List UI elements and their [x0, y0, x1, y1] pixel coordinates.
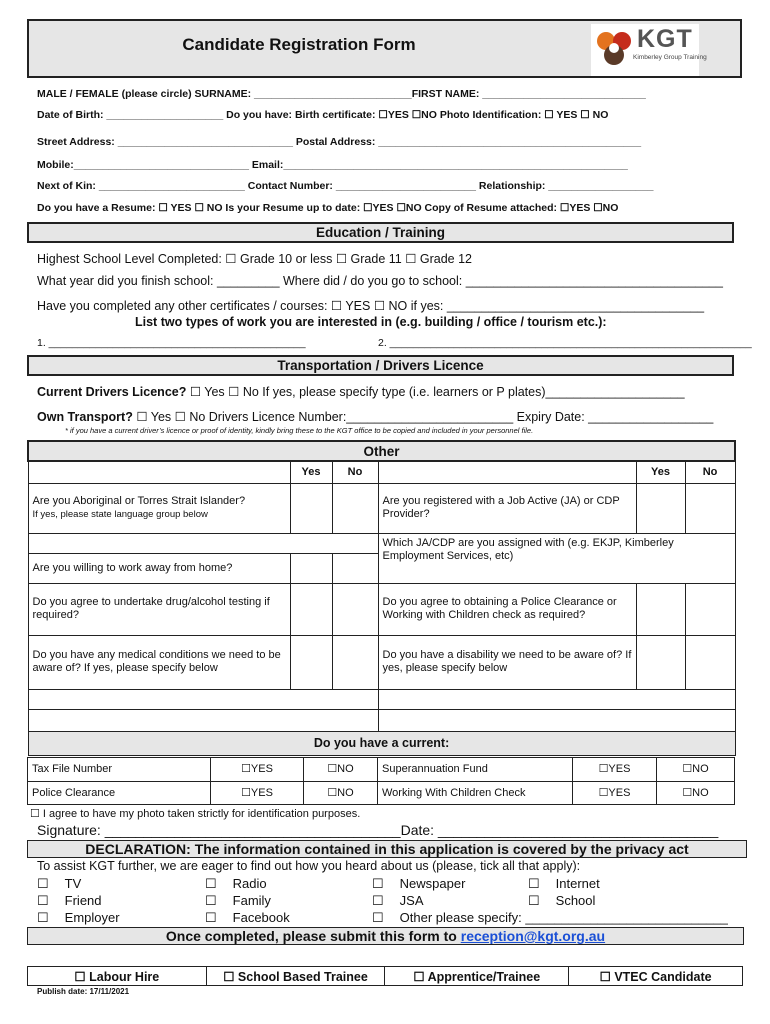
education-school-level[interactable]: Highest School Level Completed: ☐ Grade 10 or less ☐ Grade 11 ☐ Grade 12 [37, 252, 472, 266]
licence-label: Current Drivers Licence? [37, 385, 187, 399]
header-no-right: No [685, 461, 735, 483]
checkbox-icon[interactable]: ☐ [372, 910, 384, 925]
submit-text: Once completed, please submit this form to [165, 928, 461, 944]
question-police-clearance: Do you agree to obtaining a Police Clearance or Working with Children check as required? [378, 583, 636, 635]
tax-file-yes[interactable]: ☐YES [211, 758, 304, 782]
heard-option[interactable] [528, 893, 595, 909]
heard-option-label: Other please specify: ____________________________ [399, 910, 728, 925]
checkbox-icon[interactable]: ☐ [37, 893, 49, 908]
answer-work-away-yes[interactable] [290, 553, 332, 583]
checkbox-icon[interactable]: ☐ [528, 876, 540, 891]
answer-aboriginal-no[interactable] [332, 483, 378, 533]
personal-row-contact[interactable]: Mobile:______________________________ Email:___________________________________________________________ [37, 159, 628, 171]
section-current: Do you have a current: [28, 731, 735, 755]
kgt-logo [591, 24, 707, 76]
own-transport-label: Own Transport? [37, 410, 133, 424]
option-school-based-trainee[interactable]: ☐ School Based Trainee [206, 967, 385, 986]
heard-option-label: JSA [399, 893, 424, 908]
form-header [27, 19, 742, 78]
personal-row-kin[interactable]: Next of Kin: _________________________ Contact Number: ________________________ Relationship: __________________ [37, 180, 654, 192]
question-disability: Do you have a disability we need to be aware of? If yes, please specify below [378, 635, 636, 689]
disability-details-field[interactable] [378, 689, 735, 709]
heard-option[interactable] [37, 876, 81, 892]
heard-option[interactable] [528, 876, 600, 892]
police-no[interactable]: ☐NO [304, 782, 378, 805]
answer-disability-yes[interactable] [636, 635, 685, 689]
education-school-year[interactable]: What year did you finish school: _________ Where did / do you go to school: _____________________________________ [37, 274, 723, 288]
current-police: Police Clearance [28, 782, 211, 805]
heard-option[interactable] [205, 893, 271, 909]
heard-option-label: Employer [64, 910, 120, 925]
logo-text: KGT [637, 25, 693, 53]
section-education: Education / Training [27, 222, 734, 243]
checkbox-icon[interactable]: ☐ [372, 876, 384, 891]
page-title: Candidate Registration Form [182, 35, 416, 54]
education-certificates[interactable]: Have you completed any other certificates / courses: ☐ YES ☐ NO if yes: _____________________________________ [37, 299, 705, 313]
answer-work-away-no[interactable] [332, 553, 378, 583]
header-no-left: No [332, 461, 378, 483]
header-yes-right: Yes [636, 461, 685, 483]
question-job-active: Are you registered with a Job Active (JA) or CDP Provider? [378, 483, 636, 533]
answer-drug-testing-yes[interactable] [290, 583, 332, 635]
heard-option-label: Radio [232, 876, 267, 891]
current-table [27, 757, 735, 805]
transport-own[interactable] [37, 409, 713, 424]
heard-intro: To assist KGT further, we are eager to find out how you heard about us (please, tick all that apply): [37, 859, 581, 873]
submit-bar [27, 927, 744, 945]
heard-option[interactable] [372, 910, 728, 926]
heard-option[interactable] [372, 876, 465, 892]
heard-option[interactable] [37, 910, 120, 926]
checkbox-icon[interactable]: ☐ [205, 893, 217, 908]
section-other: Other [28, 441, 735, 461]
checkbox-icon[interactable]: ☐ [37, 876, 49, 891]
question-medical: Do you have any medical conditions we need to be aware of? If yes, please specify below [28, 635, 290, 689]
answer-police-clearance-no[interactable] [685, 583, 735, 635]
medical-details-field-2[interactable] [28, 709, 378, 731]
checkbox-icon[interactable]: ☐ [372, 893, 384, 908]
heard-option-label: Family [232, 893, 271, 908]
language-group-field[interactable] [28, 533, 378, 553]
transport-licence[interactable] [37, 384, 685, 399]
header-blank-left [28, 461, 290, 483]
question-drug-testing: Do you agree to undertake drug/alcohol testing if required? [28, 583, 290, 635]
answer-aboriginal-yes[interactable] [290, 483, 332, 533]
checkbox-icon[interactable]: ☐ [528, 893, 540, 908]
option-apprentice-trainee[interactable]: ☐ Apprentice/Trainee [385, 967, 569, 986]
answer-medical-yes[interactable] [290, 635, 332, 689]
own-transport-options[interactable]: ☐ Yes ☐ No Drivers Licence Number:________________________ Expiry Date: __________________ [132, 410, 714, 424]
heard-option[interactable] [372, 893, 424, 909]
current-super: Superannuation Fund [378, 758, 573, 782]
answer-job-active-yes[interactable] [636, 483, 685, 533]
current-tax-file: Tax File Number [28, 758, 211, 782]
personal-row-address[interactable]: Street Address: ______________________________ Postal Address: _____________________________________________ [37, 136, 642, 148]
work-interest-1[interactable]: 1. ____________________________________________ [37, 337, 306, 349]
candidate-type-table [27, 966, 743, 986]
logo-subtitle: Kimberley Group Training [633, 54, 707, 61]
other-table [27, 440, 736, 756]
education-work-interest: List two types of work you are interested in (e.g. building / office / tourism etc.): [135, 315, 607, 329]
super-no[interactable]: ☐NO [657, 758, 735, 782]
section-transport: Transportation / Drivers Licence [27, 355, 734, 376]
publish-date: Publish date: 17/11/2021 [37, 987, 130, 996]
logo-circles-icon [595, 30, 633, 66]
answer-police-clearance-yes[interactable] [636, 583, 685, 635]
submit-email-link[interactable]: reception@kgt.org.au [460, 928, 606, 944]
signature-line[interactable]: Signature: ______________________________________Date: ____________________________________ [37, 822, 719, 838]
transport-note: * if you have a current driver’s licence or proof of identity, kindly bring these to the KGT office to be copied and included in your personnel file. [65, 426, 534, 435]
tax-file-no[interactable]: ☐NO [304, 758, 378, 782]
declaration: DECLARATION: The information contained in this application is covered by the privacy act [27, 840, 747, 858]
photo-consent[interactable]: ☐ I agree to have my photo taken strictly for identification purposes. [30, 808, 361, 820]
answer-job-active-no[interactable] [685, 483, 735, 533]
question-jacdp: Which JA/CDP are you assigned with (e.g. EKJP, Kimberley Employment Services, etc) [378, 533, 735, 583]
heard-option-label: School [555, 893, 596, 908]
answer-drug-testing-no[interactable] [332, 583, 378, 635]
header-blank-right [378, 461, 636, 483]
heard-option-label: Newspaper [399, 876, 466, 891]
option-vtec-candidate[interactable]: ☐ VTEC Candidate [569, 967, 743, 986]
question-work-away: Are you willing to work away from home? [28, 553, 290, 583]
medical-details-field[interactable] [28, 689, 378, 709]
checkbox-icon[interactable]: ☐ [205, 910, 217, 925]
personal-row-dob[interactable]: Date of Birth: ____________________ Do you have: Birth certificate: ☐YES ☐NO Photo Identification: ☐ YES ☐ NO [37, 109, 609, 121]
personal-row-resume[interactable]: Do you have a Resume: ☐ YES ☐ NO Is your Resume up to date: ☐YES ☐NO Copy of Resume attached: ☐YES ☐NO [37, 202, 619, 214]
question-aboriginal: Are you Aboriginal or Torres Strait Islander? If yes, please state language group below [28, 483, 290, 533]
answer-medical-no[interactable] [332, 635, 378, 689]
heard-option-label: Friend [64, 893, 102, 908]
heard-option[interactable] [205, 910, 290, 926]
current-wwcc: Working With Children Check [378, 782, 573, 805]
wwcc-yes[interactable]: ☐YES [573, 782, 657, 805]
heard-option[interactable] [205, 876, 267, 892]
header-yes-left: Yes [290, 461, 332, 483]
personal-row-name[interactable]: MALE / FEMALE (please circle) SURNAME: ___________________________FIRST NAME: ____________________________ [37, 88, 646, 100]
heard-option-label: TV [64, 876, 82, 891]
heard-option[interactable] [37, 893, 102, 909]
checkbox-icon[interactable]: ☐ [37, 910, 49, 925]
licence-options[interactable]: ☐ Yes ☐ No If yes, please specify type (i.e. learners or P plates)____________________ [186, 385, 685, 399]
super-yes[interactable]: ☐YES [573, 758, 657, 782]
answer-disability-no[interactable] [685, 635, 735, 689]
checkbox-icon[interactable]: ☐ [205, 876, 217, 891]
option-labour-hire[interactable]: ☐ Labour Hire [28, 967, 207, 986]
disability-details-field-2[interactable] [378, 709, 735, 731]
heard-option-label: Internet [555, 876, 600, 891]
work-interest-2[interactable]: 2. ______________________________________________________________ [378, 337, 752, 349]
heard-option-label: Facebook [232, 910, 290, 925]
police-yes[interactable]: ☐YES [211, 782, 304, 805]
wwcc-no[interactable]: ☐NO [657, 782, 735, 805]
